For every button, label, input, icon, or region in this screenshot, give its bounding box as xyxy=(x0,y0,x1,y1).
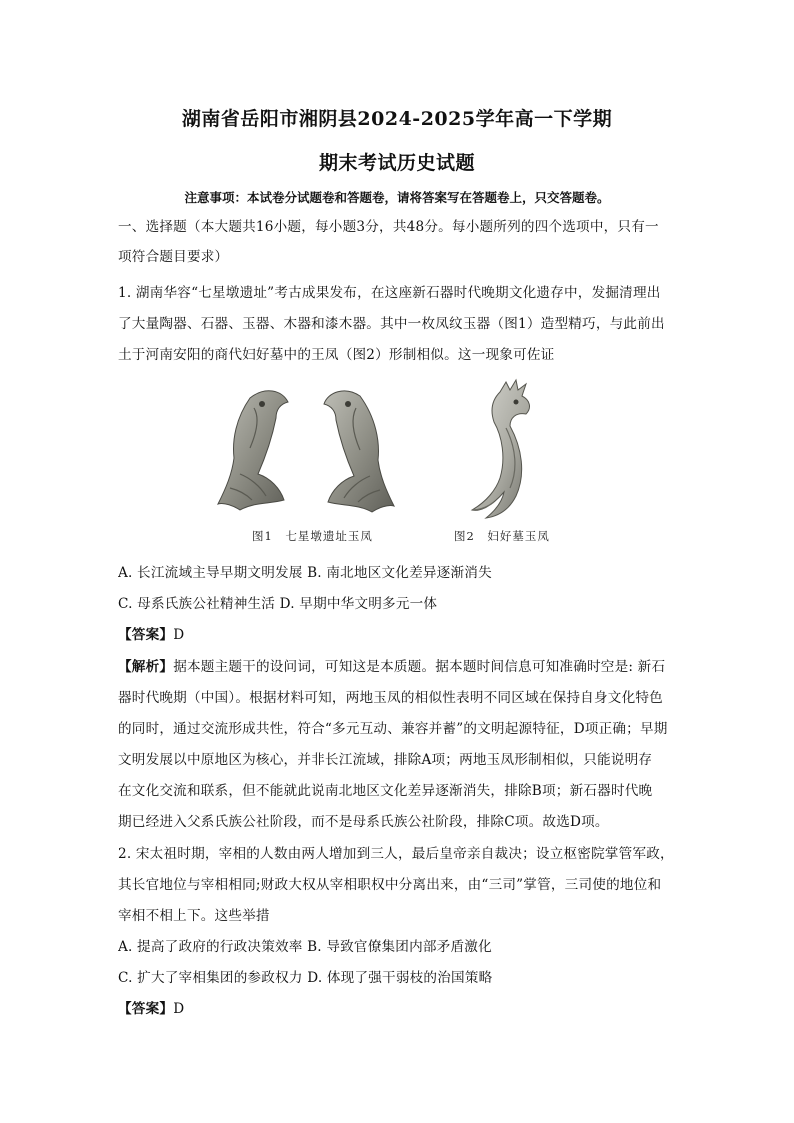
q2-answer-label: 【答案】 xyxy=(118,1001,174,1017)
q1-options-line2: C. 母系氏族公社精神生活 D. 早期中华文明多元一体 xyxy=(118,596,438,612)
exam-notice: 注意事项：本试卷分试题卷和答题卷，请将答案写在答题卷上，只交答题卷。 xyxy=(184,190,610,205)
section-heading-line1: 一、选择题（本大题共16小题，每小题3分，共48分。每小题所列的四个选项中，只有一 xyxy=(118,219,659,235)
exam-title-line1: 湖南省岳阳市湘阴县2024-2025学年高一下学期 xyxy=(181,108,613,130)
q2-answer xyxy=(118,997,678,1017)
q1-analysis-line4: 文明发展以中原地区为核心，并非长江流域，排除A项；两地玉凤形制相似，只能说明存 xyxy=(118,752,653,768)
figure-2-caption: 图2 妇好墓玉凤 xyxy=(454,529,550,543)
phoenix-3-fuhao-image xyxy=(472,380,529,518)
q2-stem-line3: 宰相不相上下。这些举措 xyxy=(118,908,270,924)
section-heading-line2: 项符合题目要求） xyxy=(118,249,229,265)
q1-options-line1: A. 长江流域主导早期文明发展 B. 南北地区文化差异逐渐消失 xyxy=(118,565,492,581)
q2-options-line1: A. 提高了政府的行政决策效率 B. 导致官僚集团内部矛盾激化 xyxy=(118,939,492,955)
q2-options-line2: C. 扩大了宰相集团的参政权力 D. 体现了强干弱枝的治国策略 xyxy=(118,970,493,986)
q1-stem-line2: 了大量陶器、石器、玉器、木器和漆木器。其中一枚凤纹玉器（图1）造型精巧，与此前出 xyxy=(118,316,665,332)
figure-1-caption: 图1 七星墩遗址玉凤 xyxy=(252,529,373,543)
q2-answer-value: D xyxy=(173,1001,185,1017)
q1-analysis-text1: 据本题主题干的设问词，可知这是本质题。据本题时间信息可知准确时空是: 新石 xyxy=(173,659,666,675)
q2-stem-line1: 2. 宋太祖时期，宰相的人数由两人增加到三人，最后皇帝亲自裁决；设立枢密院掌管军政， xyxy=(118,846,674,862)
jade-phoenix-figure xyxy=(210,378,590,528)
q1-answer-value: D xyxy=(173,627,185,643)
exam-title-line2: 期末考试历史试题 xyxy=(318,152,475,174)
q1-answer-label: 【答案】 xyxy=(118,627,174,643)
q1-stem-line1: 1. 湖南华容“七星墩遗址”考古成果发布，在这座新石器时代晚期文化遗存中，发掘清理出 xyxy=(118,285,661,301)
phoenix-1-front-image xyxy=(218,391,288,510)
q1-analysis-line2: 器时代晚期（中国）。根据材料可知，两地玉凤的相似性表明不同区域在保持自身文化特色 xyxy=(118,690,663,706)
q2-stem-line2: 其长官地位与宰相相同;财政大权从宰相职权中分离出来，由“三司”掌管，三司使的地位和 xyxy=(118,877,662,893)
q1-analysis-line5: 在文化交流和联系，但不能就此说南北地区文化差异逐渐消失，排除B项；新石器时代晚 xyxy=(118,783,653,799)
q1-analysis-line3: 的同时，通过交流形成共性，符合“多元互动、兼容并蓄”的文明起源特征，D项正确；早期 xyxy=(118,721,668,737)
q1-stem-line3: 土于河南安阳的商代妇好墓中的王凤（图2）形制相似。这一现象可佐证 xyxy=(118,347,555,363)
phoenix-2-back-image xyxy=(324,391,394,512)
q1-answer xyxy=(118,623,678,643)
q1-analysis-line1 xyxy=(118,655,678,675)
q1-analysis-line6: 期已经进入父系氏族公社阶段，而不是母系氏族公社阶段，排除C项。故选D项。 xyxy=(118,814,609,830)
q1-analysis-label: 【解析】 xyxy=(118,659,174,675)
